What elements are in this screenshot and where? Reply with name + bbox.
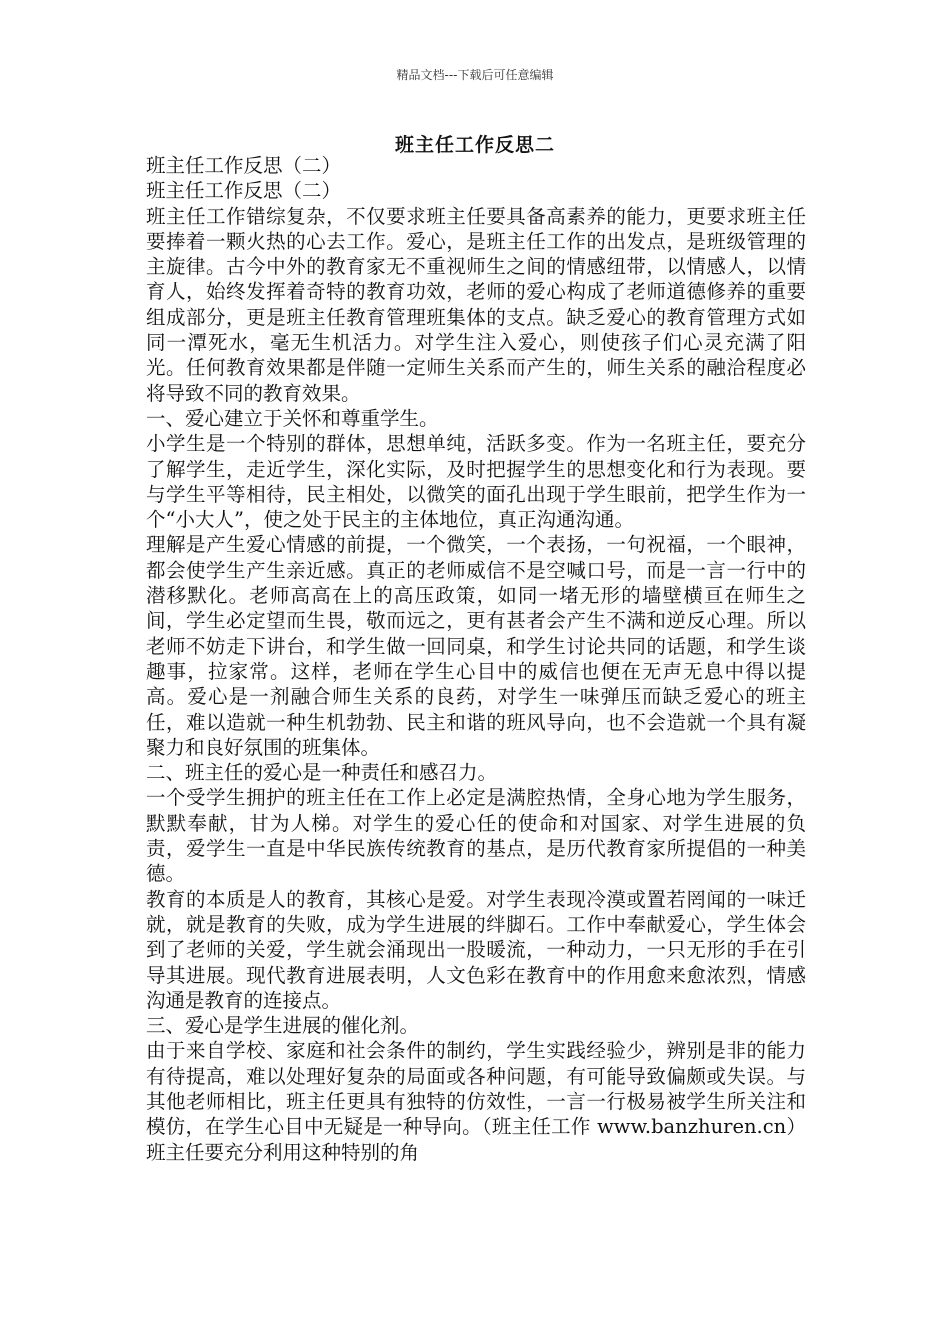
body-paragraph: 一个受学生拥护的班主任在工作上必定是满腔热情，全身心地为学生服务，默默奉献，甘为人梯。对学生的爱心任的使命和对国家、对学生进展的负责，爱学生一直是中华民族传统教育的基点，是历代教育家所提倡的一种美德。 [146, 786, 806, 886]
body-paragraph: 班主任工作错综复杂，不仅要求班主任要具备高素养的能力，更要求班主任要捧着一颗火热的心去工作。爱心，是班主任工作的出发点，是班级管理的主旋律。古今中外的教育家无不重视师生之间的情感纽带，以情感人，以情育人，始终发挥着奇特的教育功效，老师的爱心构成了老师道德修养的重要组成部分，更是班主任教育管理班集体的支点。缺乏爱心的教育管理方式如同一潭死水，毫无生机活力。对学生注入爱心，则使孩子们心灵充满了阳光。任何教育效果都是伴随一定师生关系而产生的，师生关系的融洽程度必将导致不同的教育效果。 [146, 204, 806, 405]
section-heading-3: 三、爱心是学生进展的催化剂。 [146, 1014, 420, 1038]
body-paragraph: 由于来自学校、家庭和社会条件的制约，学生实践经验少，辨别是非的能力有待提高，难以处理好复杂的局面或各种问题，有可能导致偏颇或失误。与其他老师相比，班主任更具有独特的仿效性，一言一行极易被学生所关注和模仿，在学生心目中无疑是一种导向。（班主任工作 www.banzhuren.cn）班主任要充分利用这种特别的角 [146, 1039, 806, 1164]
document-title: 班主任工作反思二 [394, 134, 555, 156]
body-paragraph: 小学生是一个特别的群体，思想单纯，活跃多变。作为一名班主任，要充分了解学生，走近学生，深化实际，及时把握学生的思想变化和行为表现。要与学生平等相待，民主相处，以微笑的面孔出现于学生眼前，把学生作为一个“小大人”，使之处于民主的主体地位，真正沟通沟通。 [146, 432, 806, 532]
body-paragraph: 教育的本质是人的教育，其核心是爱。对学生表现冷漠或置若罔闻的一味迁就，就是教育的失败，成为学生进展的绊脚石。工作中奉献爱心，学生体会到了老师的关爱，学生就会涌现出一股暖流，一种动力，一只无形的手在引导其进展。现代教育进展表明，人文色彩在教育中的作用愈来愈浓烈，情感沟通是教育的连接点。 [146, 887, 806, 1012]
section-heading-1: 一、爱心建立于关怀和尊重学生。 [146, 406, 439, 430]
section-heading-2: 二、班主任的爱心是一种责任和感召力。 [146, 761, 498, 785]
page-header-watermark: 精品文档---下载后可任意编辑 [396, 68, 554, 82]
subtitle-line: 班主任工作反思（二） [146, 154, 342, 177]
subtitle-line: 班主任工作反思（二） [146, 179, 342, 203]
document-body [146, 153, 806, 1165]
body-paragraph: 理解是产生爱心情感的前提，一个微笑，一个表扬，一句祝福，一个眼神，都会使学生产生亲近感。真正的老师威信不是空喊口号，而是一言一行中的潜移默化。老师高高在上的高压政策，如同一堵无形的墙壁横亘在师生之间，学生必定望而生畏，敬而远之，更有甚者会产生不满和逆反心理。所以老师不妨走下讲台，和学生做一回同桌，和学生讨论共同的话题，和学生谈趣事，拉家常。这样，老师在学生心目中的威信也便在无声无息中得以提高。爱心是一剂融合师生关系的良药，对学生一味弹压而缺乏爱心的班主任，难以造就一种生机勃勃、民主和谐的班风导向，也不会造就一个具有凝聚力和良好氛围的班集体。 [146, 533, 806, 759]
